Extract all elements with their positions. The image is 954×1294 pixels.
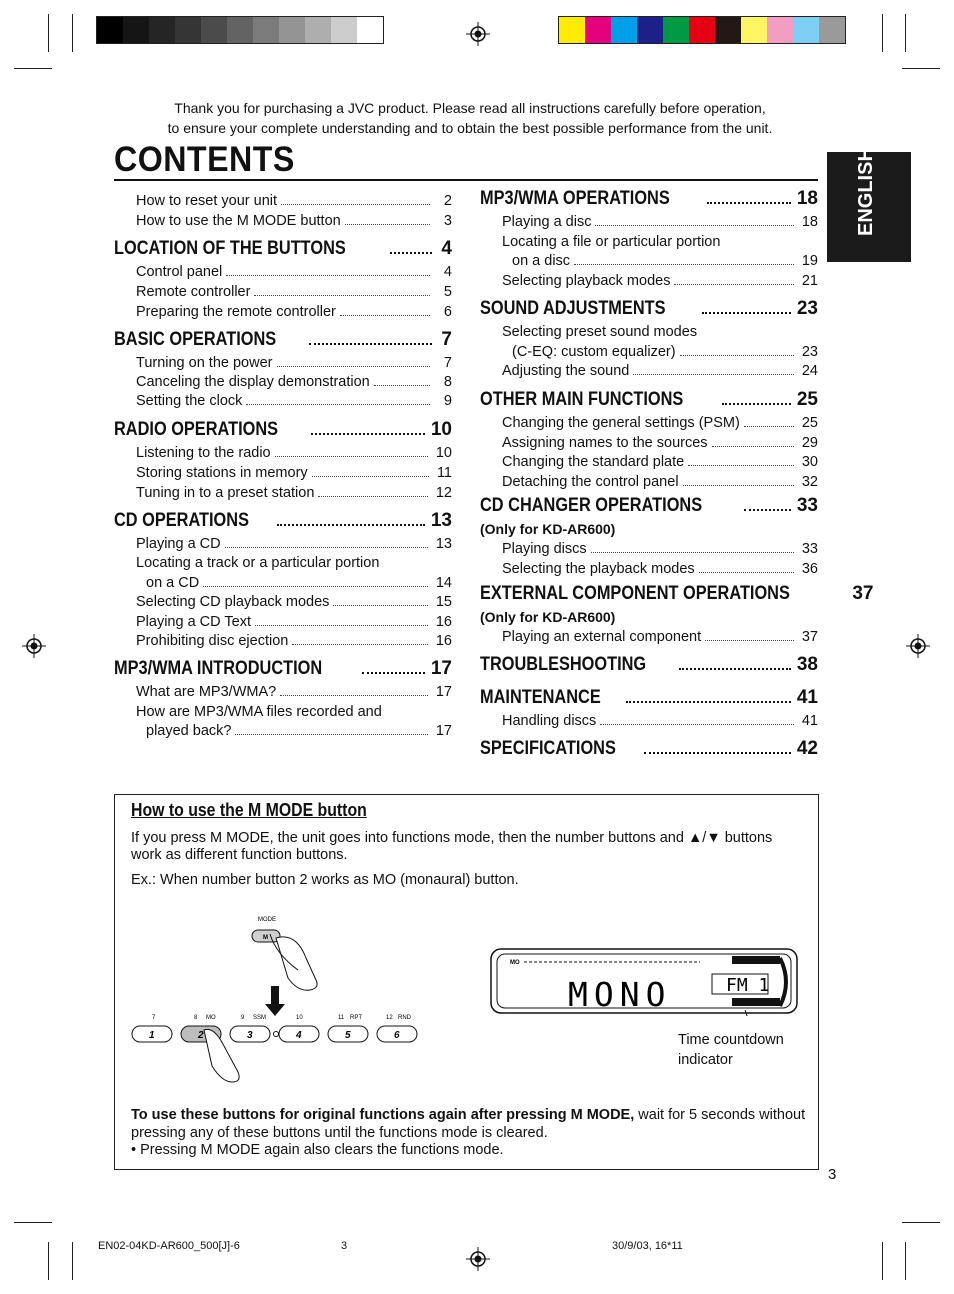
leader-dots bbox=[280, 695, 428, 696]
section-title: MP3/WMA INTRODUCTION bbox=[114, 658, 323, 679]
section-title: RADIO OPERATIONS bbox=[114, 419, 279, 440]
mode-label: MODE bbox=[258, 917, 276, 923]
page-ref: 16 bbox=[435, 613, 452, 630]
toc-item bbox=[502, 234, 818, 250]
color-swatch bbox=[559, 17, 585, 43]
page-ref: 32 bbox=[801, 473, 818, 490]
color-swatch bbox=[585, 17, 611, 43]
number-button-label: 2 bbox=[198, 1030, 204, 1041]
page-ref: 17 bbox=[435, 723, 452, 739]
toc-item-label: on a disc bbox=[512, 253, 571, 269]
leader-dots bbox=[680, 355, 794, 356]
toc-item bbox=[136, 284, 452, 300]
color-swatch bbox=[331, 17, 357, 43]
leader-dots bbox=[318, 496, 427, 497]
leader-dots bbox=[722, 403, 790, 405]
eq-mode-bar bbox=[732, 956, 780, 964]
section-title: BASIC OPERATIONS bbox=[114, 329, 277, 350]
toc-section bbox=[480, 738, 818, 760]
eq-mode-bar-bottom bbox=[732, 998, 780, 1006]
function-label: 8 bbox=[194, 1015, 198, 1021]
section-title: CD OPERATIONS bbox=[114, 510, 249, 531]
leader-dots bbox=[309, 343, 432, 345]
color-swatch bbox=[175, 17, 201, 43]
page-ref: 41 bbox=[796, 687, 818, 708]
toc-item-label: How to use the M MODE button bbox=[136, 213, 341, 229]
color-swatch bbox=[715, 17, 741, 43]
toc-item bbox=[136, 304, 452, 320]
toc-item-label: (C-EQ: custom equalizer) bbox=[512, 343, 676, 360]
number-buttons bbox=[132, 1026, 417, 1042]
page-ref: 42 bbox=[796, 738, 818, 759]
section-title: TROUBLESHOOTING bbox=[480, 654, 647, 675]
leader-dots bbox=[333, 605, 427, 606]
page-ref: 9 bbox=[443, 393, 452, 409]
toc-section bbox=[114, 510, 452, 532]
indicator-dot bbox=[274, 1032, 279, 1037]
intro-line-1: Thank you for purchasing a JVC product. Please read all instructions carefully before operation, bbox=[174, 100, 766, 116]
toc-section bbox=[114, 238, 452, 260]
leader-dots bbox=[744, 426, 794, 427]
toc-item-label: How to reset your unit bbox=[136, 193, 278, 209]
function-label: SSM bbox=[253, 1015, 267, 1021]
color-swatch bbox=[123, 17, 149, 43]
toc-item-label: Selecting CD playback modes bbox=[136, 594, 330, 611]
toc-item-label: How are MP3/WMA files recorded and bbox=[136, 703, 382, 720]
color-swatch bbox=[689, 17, 715, 43]
leader-dots bbox=[362, 672, 425, 674]
crop-mark bbox=[882, 1242, 883, 1280]
function-label: 7 bbox=[152, 1015, 156, 1021]
leader-dots bbox=[275, 456, 428, 457]
leader-dots bbox=[277, 366, 431, 367]
toc-section bbox=[480, 687, 818, 709]
toc-item bbox=[136, 374, 452, 390]
color-swatch bbox=[305, 17, 331, 43]
page-ref: 25 bbox=[801, 415, 818, 431]
leader-dots bbox=[574, 264, 794, 265]
page-ref: 33 bbox=[801, 541, 818, 557]
toc-section bbox=[480, 389, 818, 411]
crop-mark bbox=[902, 1222, 940, 1223]
crop-mark bbox=[905, 14, 906, 52]
toc-item bbox=[136, 633, 452, 649]
leader-dots bbox=[225, 547, 428, 548]
toc-item bbox=[136, 594, 452, 610]
language-tab-label: ENGLISH bbox=[855, 147, 877, 236]
toc-item bbox=[136, 193, 452, 209]
color-swatch bbox=[357, 17, 383, 43]
crop-mark bbox=[902, 68, 940, 69]
toc-item-label: Selecting the playback modes bbox=[502, 561, 695, 577]
number-button-label: 4 bbox=[296, 1030, 302, 1041]
color-swatch bbox=[253, 17, 279, 43]
registration-mark-icon bbox=[22, 634, 46, 658]
leader-dots bbox=[633, 374, 793, 375]
page-ref: 4 bbox=[441, 238, 452, 259]
page-ref: 30 bbox=[801, 454, 818, 471]
leader-dots bbox=[699, 572, 794, 573]
toc-item-label: Adjusting the sound bbox=[502, 363, 630, 380]
m-mode-heading: How to use the M MODE button bbox=[131, 800, 367, 820]
page-ref: 24 bbox=[801, 363, 818, 380]
function-label: MO bbox=[206, 1015, 216, 1021]
number-button-label: 6 bbox=[394, 1030, 400, 1041]
page-ref: 3 bbox=[443, 213, 452, 229]
toc-item bbox=[136, 445, 452, 461]
page-ref: 36 bbox=[801, 561, 818, 577]
section-note: (Only for KD-AR600) bbox=[480, 521, 616, 537]
instructions-rest: wait for 5 seconds without pressing any of these buttons until the functions mode is cleared. bbox=[131, 1107, 806, 1141]
toc-item bbox=[502, 561, 818, 577]
toc-item-label: Playing a disc bbox=[502, 214, 592, 230]
page-ref: 23 bbox=[801, 343, 818, 360]
crop-mark bbox=[72, 1242, 73, 1280]
leader-dots bbox=[705, 640, 794, 641]
page-ref: 29 bbox=[801, 434, 818, 451]
toc-item bbox=[502, 214, 818, 230]
section-title: EXTERNAL COMPONENT OPERATIONS bbox=[480, 583, 790, 604]
page-ref: 7 bbox=[441, 329, 452, 350]
toc-item-label: Playing discs bbox=[502, 541, 587, 557]
toc-item-label: played back? bbox=[146, 723, 232, 739]
page-ref: 14 bbox=[435, 574, 452, 591]
color-swatch bbox=[637, 17, 663, 43]
m-mode-paragraph: If you press M MODE, the unit goes into functions mode, then the number buttons and ▲/▼ buttons work as different function buttons. bbox=[131, 830, 773, 863]
leader-dots bbox=[235, 734, 427, 735]
color-swatch bbox=[149, 17, 175, 43]
toc-item-label: Storing stations in memory bbox=[136, 465, 308, 481]
leader-dots bbox=[591, 552, 794, 553]
page-number: 3 bbox=[828, 1166, 837, 1183]
toc-item bbox=[136, 264, 452, 280]
toc-section bbox=[480, 495, 818, 517]
leader-dots bbox=[340, 315, 430, 316]
footer-right: 30/9/03, 16*11 bbox=[612, 1240, 683, 1252]
toc-item bbox=[136, 723, 452, 739]
leader-dots bbox=[203, 586, 428, 587]
number-button-label: 3 bbox=[247, 1030, 253, 1041]
toc-item-label: Control panel bbox=[136, 264, 223, 280]
leader-dots bbox=[679, 668, 791, 670]
intro-line-2: to ensure your complete understanding and to obtain the best possible performance from the unit. bbox=[167, 120, 773, 136]
leader-dots bbox=[712, 446, 794, 447]
toc-item-label: Listening to the radio bbox=[136, 445, 271, 461]
toc-item bbox=[136, 213, 452, 229]
color-swatch bbox=[611, 17, 637, 43]
toc-item bbox=[136, 555, 452, 571]
toc-item-label: Detaching the control panel bbox=[502, 473, 679, 490]
toc-item bbox=[502, 324, 818, 340]
color-swatch bbox=[279, 17, 305, 43]
color-swatch bbox=[741, 17, 767, 43]
page-ref: 18 bbox=[801, 214, 818, 230]
finger-icon bbox=[276, 937, 317, 990]
toc-item bbox=[502, 253, 818, 269]
toc-item-label: on a CD bbox=[146, 574, 200, 591]
section-title: CD CHANGER OPERATIONS bbox=[480, 495, 703, 516]
page-ref: 33 bbox=[796, 495, 818, 516]
page-ref: 37 bbox=[801, 629, 818, 645]
page-ref: 16 bbox=[435, 633, 452, 649]
leader-dots bbox=[374, 385, 430, 386]
leader-dots bbox=[390, 252, 432, 254]
registration-mark-icon bbox=[466, 1247, 490, 1271]
section-title: MP3/WMA OPERATIONS bbox=[480, 188, 670, 209]
toc-item bbox=[502, 415, 818, 431]
section-title: SPECIFICATIONS bbox=[480, 738, 616, 759]
m-mode-example: Ex.: When number button 2 works as MO (monaural) button. bbox=[131, 872, 519, 888]
toc-item bbox=[136, 485, 452, 501]
page-ref: 19 bbox=[801, 253, 818, 269]
intro-text bbox=[120, 98, 820, 138]
page-ref: 12 bbox=[435, 485, 452, 501]
leader-dots bbox=[345, 224, 430, 225]
toc-section bbox=[480, 188, 818, 210]
display-caption: Time countdown indicator bbox=[678, 1032, 784, 1068]
section-title: OTHER MAIN FUNCTIONS bbox=[480, 389, 684, 410]
leader-dots bbox=[281, 204, 430, 205]
toc-item-label: Setting the clock bbox=[136, 393, 243, 409]
display-fm: FM 1 bbox=[726, 975, 770, 996]
crop-mark bbox=[882, 14, 883, 52]
page-ref: 11 bbox=[436, 465, 452, 481]
section-title: LOCATION OF THE BUTTONS bbox=[114, 238, 346, 259]
toc-item bbox=[136, 536, 452, 552]
toc-section bbox=[480, 654, 818, 676]
toc-item-label: Changing the standard plate bbox=[502, 454, 685, 471]
page-ref: 25 bbox=[796, 389, 818, 410]
page-ref: 2 bbox=[443, 193, 452, 209]
page-ref: 5 bbox=[443, 284, 452, 300]
page-ref: 10 bbox=[430, 419, 452, 440]
toc-item-label: Locating a track or a particular portion bbox=[136, 555, 380, 572]
leader-dots bbox=[292, 644, 428, 645]
leader-dots bbox=[644, 752, 791, 754]
toc-item-label: Handling discs bbox=[502, 713, 597, 729]
leader-dots bbox=[595, 225, 793, 226]
instructions-bold: To use these buttons for original functions again after pressing M MODE, bbox=[131, 1107, 635, 1123]
page-ref: 38 bbox=[796, 654, 818, 675]
toc-item-label: What are MP3/WMA? bbox=[136, 684, 277, 700]
toc-item-label: Remote controller bbox=[136, 284, 251, 300]
leader-dots bbox=[683, 485, 794, 486]
toc-item-label: Changing the general settings (PSM) bbox=[502, 415, 740, 431]
leader-dots bbox=[226, 275, 430, 276]
page-ref: 18 bbox=[796, 188, 818, 209]
toc-item bbox=[502, 454, 818, 470]
leader-dots bbox=[312, 476, 429, 477]
leader-dots bbox=[246, 404, 430, 405]
down-arrow-icon bbox=[265, 986, 285, 1016]
toc-item bbox=[502, 713, 818, 729]
function-label: 11 bbox=[338, 1015, 345, 1021]
toc-item bbox=[502, 273, 818, 289]
leader-dots bbox=[254, 295, 430, 296]
color-swatch bbox=[663, 17, 689, 43]
crop-mark bbox=[48, 1242, 49, 1280]
toc-item bbox=[502, 541, 818, 557]
page-ref: 13 bbox=[435, 536, 452, 552]
toc-section bbox=[480, 298, 818, 320]
color-swatch bbox=[201, 17, 227, 43]
button-illustration bbox=[126, 908, 426, 1088]
title-rule bbox=[114, 179, 818, 181]
display-mo: MO bbox=[510, 960, 520, 966]
color-swatch bbox=[819, 17, 845, 43]
color-swatch bbox=[227, 17, 253, 43]
crop-mark bbox=[905, 1242, 906, 1280]
toc-item bbox=[136, 575, 452, 591]
toc-item-label: Playing an external component bbox=[502, 629, 702, 645]
leader-dots bbox=[688, 465, 794, 466]
toc-item bbox=[502, 344, 818, 360]
registration-mark-icon bbox=[466, 22, 490, 46]
leader-dots bbox=[702, 312, 791, 314]
crop-mark bbox=[48, 14, 49, 52]
toc-item bbox=[136, 465, 452, 481]
section-title: SOUND ADJUSTMENTS bbox=[480, 298, 666, 319]
toc-item bbox=[136, 355, 452, 371]
toc-item-label: Locating a file or particular portion bbox=[502, 233, 721, 250]
leader-dots bbox=[674, 284, 793, 285]
number-button-label: 5 bbox=[345, 1030, 351, 1041]
toc-item bbox=[502, 363, 818, 379]
registration-mark-icon bbox=[906, 634, 930, 658]
page-ref: 6 bbox=[443, 304, 452, 320]
leader-dots bbox=[707, 202, 791, 204]
page-ref: 7 bbox=[443, 355, 452, 371]
page-ref: 4 bbox=[443, 264, 452, 280]
toc-section bbox=[114, 329, 452, 351]
function-label: RPT bbox=[350, 1015, 362, 1021]
page-title: CONTENTS bbox=[114, 140, 295, 179]
toc-item bbox=[136, 704, 452, 720]
m-mode-bullet: • Pressing M MODE again also clears the functions mode. bbox=[131, 1142, 504, 1158]
toc-item-label: Tuning in to a preset station bbox=[136, 485, 315, 501]
toc-item bbox=[502, 474, 818, 490]
toc-item-label: Turning on the power bbox=[136, 355, 273, 371]
function-label: 12 bbox=[386, 1015, 393, 1021]
toc-item bbox=[136, 684, 452, 700]
section-title: MAINTENANCE bbox=[480, 687, 601, 708]
toc-item bbox=[136, 393, 452, 409]
leader-dots bbox=[277, 524, 425, 526]
toc-item bbox=[136, 614, 452, 630]
crop-mark bbox=[72, 14, 73, 52]
color-bar bbox=[558, 16, 846, 44]
toc-item-label: Selecting playback modes bbox=[502, 272, 671, 289]
page-ref: 23 bbox=[796, 298, 818, 319]
function-label: 10 bbox=[296, 1015, 303, 1021]
grayscale-bar bbox=[96, 16, 384, 44]
page-ref: 21 bbox=[801, 272, 818, 289]
toc-item-label: Playing a CD Text bbox=[136, 613, 251, 630]
toc-item-label: Selecting preset sound modes bbox=[502, 324, 698, 340]
display-text: MONO bbox=[568, 975, 672, 1014]
toc-section bbox=[114, 658, 452, 680]
page-ref: 37 bbox=[852, 583, 874, 604]
leader-dots bbox=[311, 433, 425, 435]
toc-item-label: Playing a CD bbox=[136, 536, 221, 552]
toc-item-label: Preparing the remote controller bbox=[136, 304, 336, 320]
page-ref: 13 bbox=[430, 510, 452, 531]
toc-item-label: Prohibiting disc ejection bbox=[136, 633, 289, 649]
language-tab bbox=[827, 147, 911, 262]
leader-dots bbox=[626, 701, 790, 703]
page-ref: 17 bbox=[430, 658, 452, 679]
toc-item bbox=[502, 629, 818, 645]
toc-item bbox=[502, 435, 818, 451]
function-labels bbox=[152, 1015, 412, 1021]
number-button-label: 1 bbox=[149, 1030, 155, 1041]
page-ref: 17 bbox=[435, 684, 452, 700]
leader-dots bbox=[600, 724, 794, 725]
toc-item-label: Canceling the display demonstration bbox=[136, 374, 370, 390]
function-label: RND bbox=[398, 1015, 411, 1021]
crop-mark bbox=[14, 1222, 52, 1223]
leader-dots bbox=[744, 509, 791, 511]
page-ref: 15 bbox=[435, 594, 452, 611]
color-swatch bbox=[793, 17, 819, 43]
footer-mid: 3 bbox=[341, 1240, 348, 1252]
color-swatch bbox=[767, 17, 793, 43]
toc-item-label: Assigning names to the sources bbox=[502, 434, 708, 451]
toc-section bbox=[480, 583, 874, 605]
page-ref: 8 bbox=[443, 374, 452, 390]
page-ref: 41 bbox=[801, 713, 818, 729]
toc-section bbox=[114, 419, 452, 441]
display-illustration bbox=[490, 948, 800, 1016]
section-note: (Only for KD-AR600) bbox=[480, 609, 616, 625]
function-label: 9 bbox=[241, 1015, 245, 1021]
color-swatch bbox=[97, 17, 123, 43]
crop-mark bbox=[14, 68, 52, 69]
m-key-label: M bbox=[263, 935, 268, 941]
footer-left: EN02-04KD-AR600_500[J]-6 bbox=[98, 1240, 240, 1252]
leader-dots bbox=[255, 625, 428, 626]
page-ref: 10 bbox=[435, 445, 452, 461]
m-mode-instructions bbox=[131, 1106, 811, 1142]
